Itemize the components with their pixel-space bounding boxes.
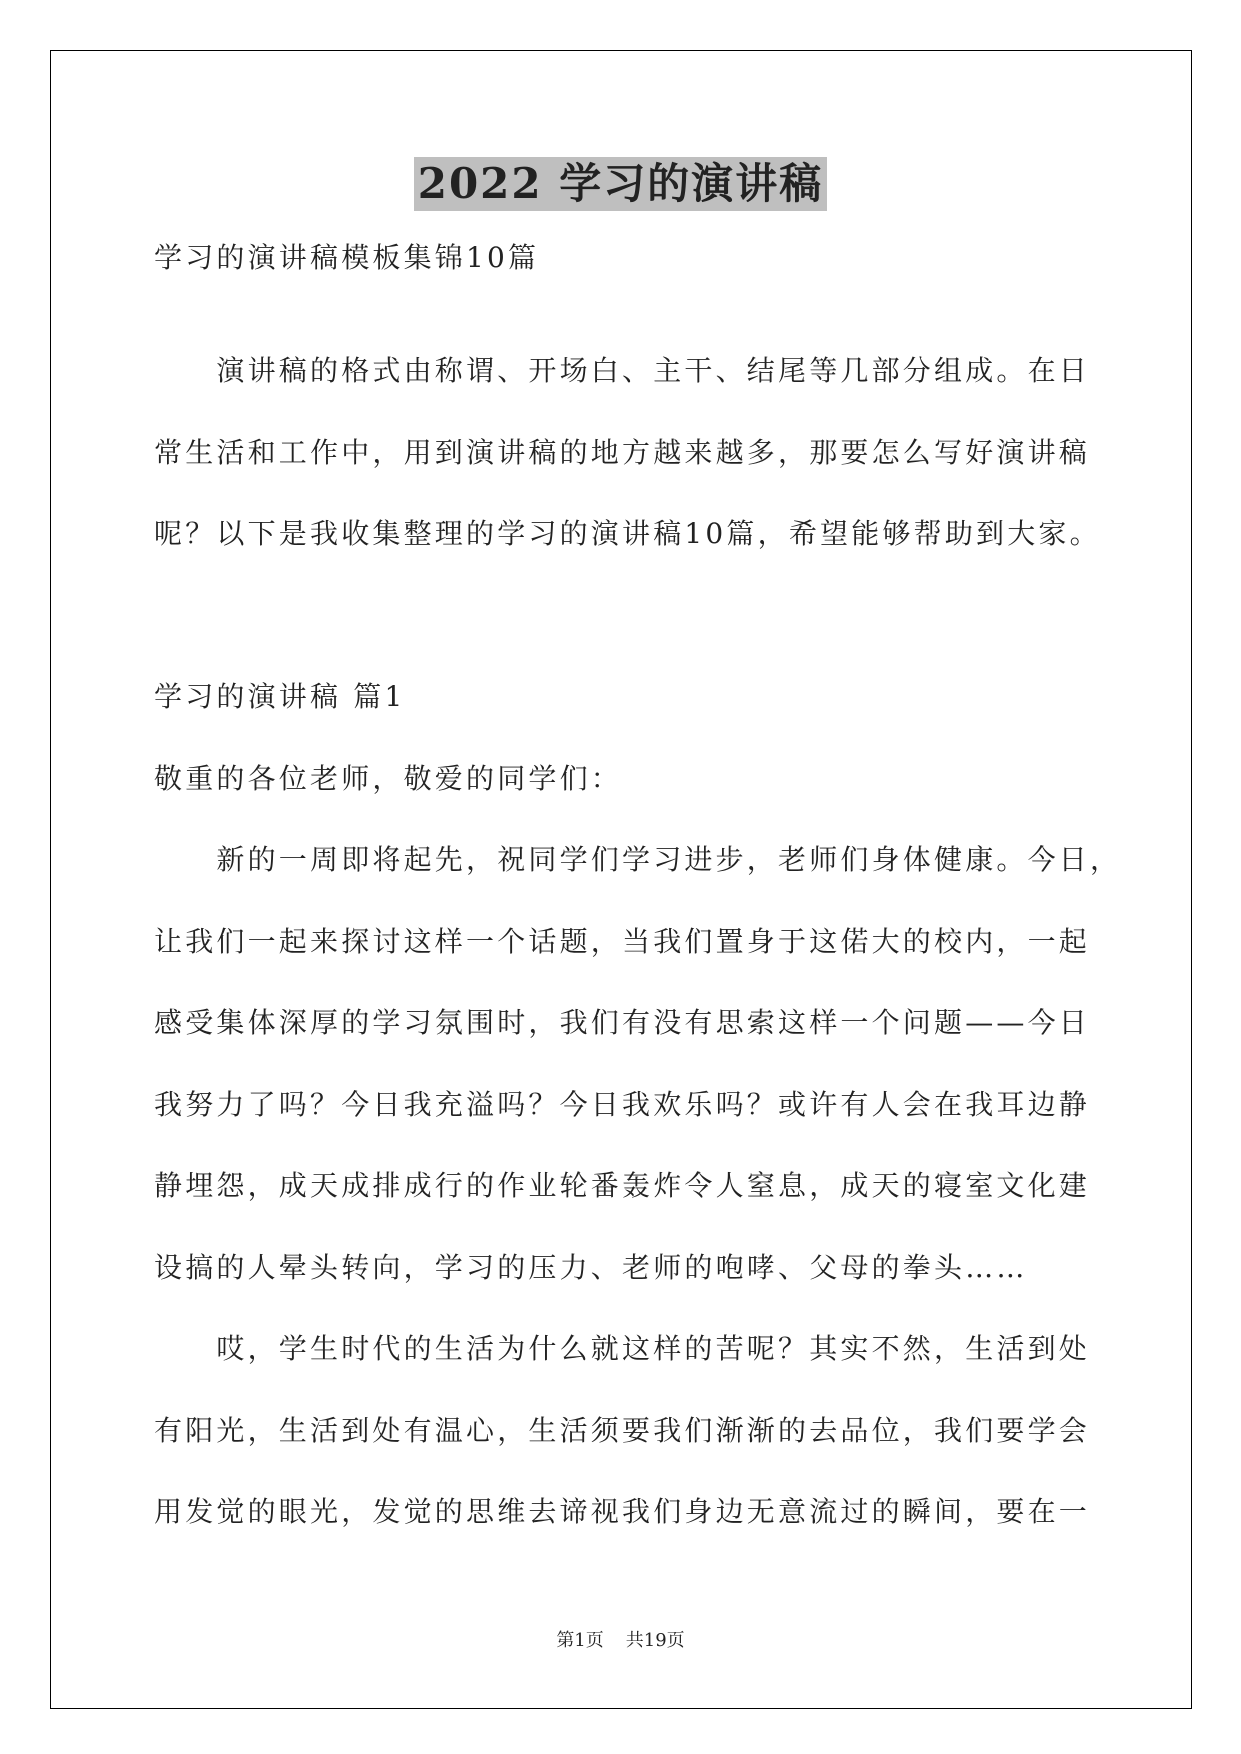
title-row (0, 157, 1241, 211)
text-line: 常生活和工作中，用到演讲稿的地方越来越多，那要怎么写好演讲稿 (154, 435, 1091, 469)
page-footer (0, 1628, 1241, 1654)
page-total: 共19页 (625, 1630, 685, 1651)
intro-paragraph (154, 330, 1144, 575)
text-line: 让我们一起来探讨这样一个话题，当我们置身于这偌大的校内，一起 (154, 924, 1091, 958)
text-line: 静埋怨，成天成排成行的作业轮番轰炸令人窒息，成天的寝室文化建 (154, 1169, 1091, 1202)
paragraph (154, 1308, 1144, 1553)
text-line: 呢？以下是我收集整理的学习的演讲稿10篇，希望能够帮助到大家。 (154, 517, 1101, 550)
section-heading: 学习的演讲稿 篇1 (154, 680, 406, 713)
text-line: 感受集体深厚的学习氛围时，我们有没有思索这样一个问题——今日 (154, 1006, 1091, 1039)
text-line: 新的一周即将起先，祝同学们学习进步，老师们身体健康。今日， (216, 843, 1122, 876)
page-number: 第1页 (556, 1630, 604, 1651)
salutation: 敬重的各位老师，敬爱的同学们： (154, 761, 623, 795)
paragraph (154, 819, 1144, 1308)
text-line: 我努力了吗？今日我充溢吗？今日我欢乐吗？或许有人会在我耳边静 (154, 1087, 1091, 1121)
text-line: 哎，学生时代的生活为什么就这样的苦呢？其实不然，生活到处 (216, 1332, 1090, 1365)
text-line: 设搞的人晕头转向，学习的压力、老师的咆哮、父母的拳头…… (154, 1250, 1028, 1284)
text-line: 用发觉的眼光，发觉的思维去谛视我们身边无意流过的瞬间，要在一 (154, 1495, 1091, 1528)
document-title: 2022 学习的演讲稿 (414, 157, 828, 211)
text-line: 有阳光，生活到处有温心，生活须要我们渐渐的去品位，我们要学会 (154, 1413, 1091, 1447)
text-line: 演讲稿的格式由称谓、开场白、主干、结尾等几部分组成。在日 (216, 354, 1090, 387)
speech-section (154, 656, 1144, 1553)
document-subtitle: 学习的演讲稿模板集锦10篇 (154, 241, 540, 274)
